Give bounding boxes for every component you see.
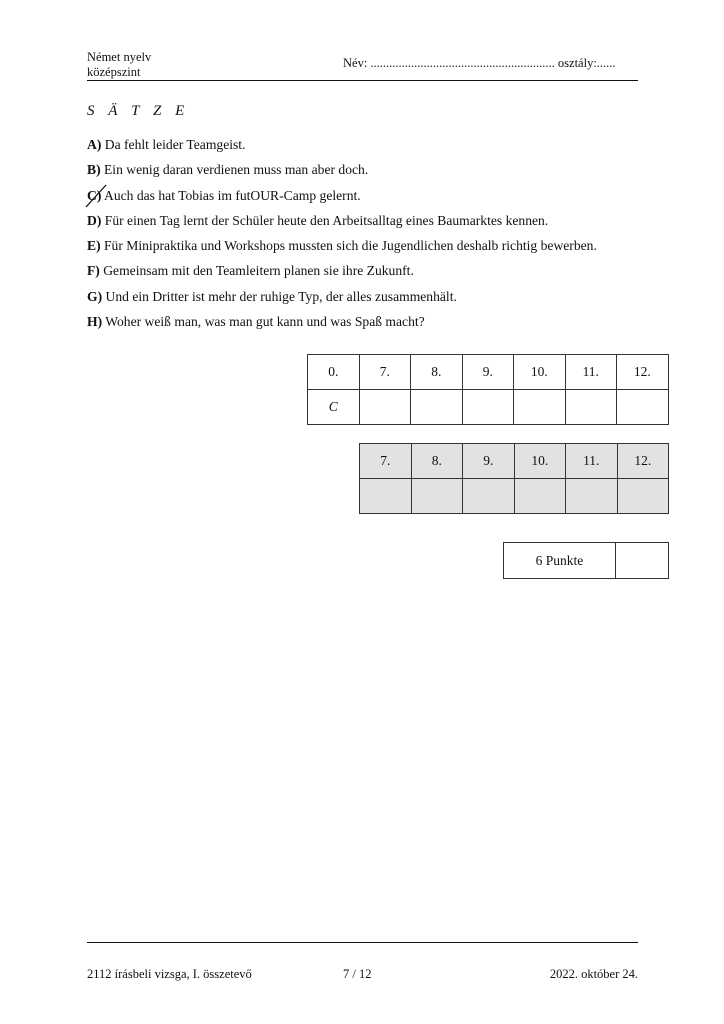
sentence-text: Für einen Tag lernt der Schüler heute den Arbeitsalltag eines Baumarktes kennen.	[101, 212, 549, 228]
sentence-item	[87, 136, 647, 161]
sentence-key: H)	[87, 314, 103, 330]
sentence-text: Da fehlt leider Teamgeist.	[101, 137, 246, 152]
answer-header-cell: 11.	[565, 355, 617, 390]
grading-header-cell: 7.	[360, 444, 412, 479]
grading-cell	[566, 479, 618, 514]
grading-cell	[514, 479, 566, 514]
sentence-item	[87, 212, 647, 237]
grading-header-cell: 9.	[463, 444, 515, 479]
grading-header-cell: 11.	[566, 444, 618, 479]
answer-header-cell: 7.	[359, 355, 411, 390]
answer-cell[interactable]	[462, 390, 514, 425]
grading-cell	[411, 479, 463, 514]
sentence-item	[87, 237, 647, 262]
sentence-item	[87, 288, 647, 313]
points-box	[503, 542, 669, 579]
grading-table	[359, 443, 669, 514]
sentence-key: G)	[87, 288, 103, 304]
grading-header-row	[360, 444, 669, 479]
answer-table	[307, 354, 669, 425]
sentence-text: Auch das hat Tobias im futOUR-Camp gelernt.	[101, 187, 361, 203]
footer-date: 2022. október 24.	[549, 967, 638, 981]
points-value	[616, 543, 669, 579]
sentence-text: Woher weiß man, was man gut kann und was Spaß macht?	[102, 314, 425, 330]
sentence-key: D)	[87, 212, 102, 228]
subject-level: középszint	[87, 65, 141, 79]
answer-header-cell: 10.	[514, 355, 566, 390]
grading-header-cell: 12.	[617, 444, 669, 479]
sentence-item	[87, 262, 647, 287]
answer-cell[interactable]	[514, 390, 566, 425]
subject-language: Német nyelv	[87, 50, 152, 64]
sentence-key: C)	[87, 187, 102, 203]
grading-header-cell: 8.	[411, 444, 463, 479]
answer-cell-example: C	[308, 390, 360, 425]
sentence-item-example	[87, 187, 647, 212]
footer-divider	[87, 942, 638, 943]
sentence-item	[87, 313, 647, 338]
answer-header-row	[308, 355, 669, 390]
answer-cell[interactable]	[411, 390, 463, 425]
answer-header-cell: 12.	[617, 355, 669, 390]
footer-exam-id: 2112 írásbeli vizsga, I. összetevő	[87, 967, 252, 981]
sentence-key: E)	[87, 238, 101, 254]
sentence-list	[87, 136, 647, 338]
grading-cell	[617, 479, 669, 514]
name-class-field: Név: ........................................................... osztály:......	[343, 56, 616, 70]
grading-cell	[463, 479, 515, 514]
section-title: S Ä T Z E	[87, 103, 190, 119]
answer-cell[interactable]	[359, 390, 411, 425]
sentence-item	[87, 161, 647, 186]
sentence-key: B)	[87, 162, 101, 178]
grading-row	[360, 479, 669, 514]
sentence-text: Ein wenig daran verdienen muss man aber doch.	[100, 162, 369, 178]
grading-header-cell: 10.	[514, 444, 566, 479]
answer-cell[interactable]	[565, 390, 617, 425]
answer-header-cell: 8.	[411, 355, 463, 390]
grading-cell	[360, 479, 412, 514]
footer-page-number: 7 / 12	[343, 967, 372, 981]
strikethrough-mark-icon	[84, 183, 108, 209]
subject-label	[87, 50, 151, 80]
answer-cell[interactable]	[617, 390, 669, 425]
answer-header-cell: 0.	[308, 355, 360, 390]
sentence-text: Und ein Dritter ist mehr der ruhige Typ, der alles zusammenhält.	[102, 288, 457, 304]
sentence-text: Für Minipraktika und Workshops mussten sich die Jugendlichen deshalb richtig bewerben.	[100, 238, 597, 254]
answer-row	[308, 390, 669, 425]
sentence-text: Gemeinsam mit den Teamleitern planen sie ihre Zukunft.	[99, 263, 414, 279]
header-divider	[87, 80, 638, 81]
sentence-key: F)	[87, 263, 100, 279]
sentence-key: A)	[87, 137, 102, 152]
points-label: 6 Punkte	[504, 543, 616, 579]
answer-header-cell: 9.	[462, 355, 514, 390]
